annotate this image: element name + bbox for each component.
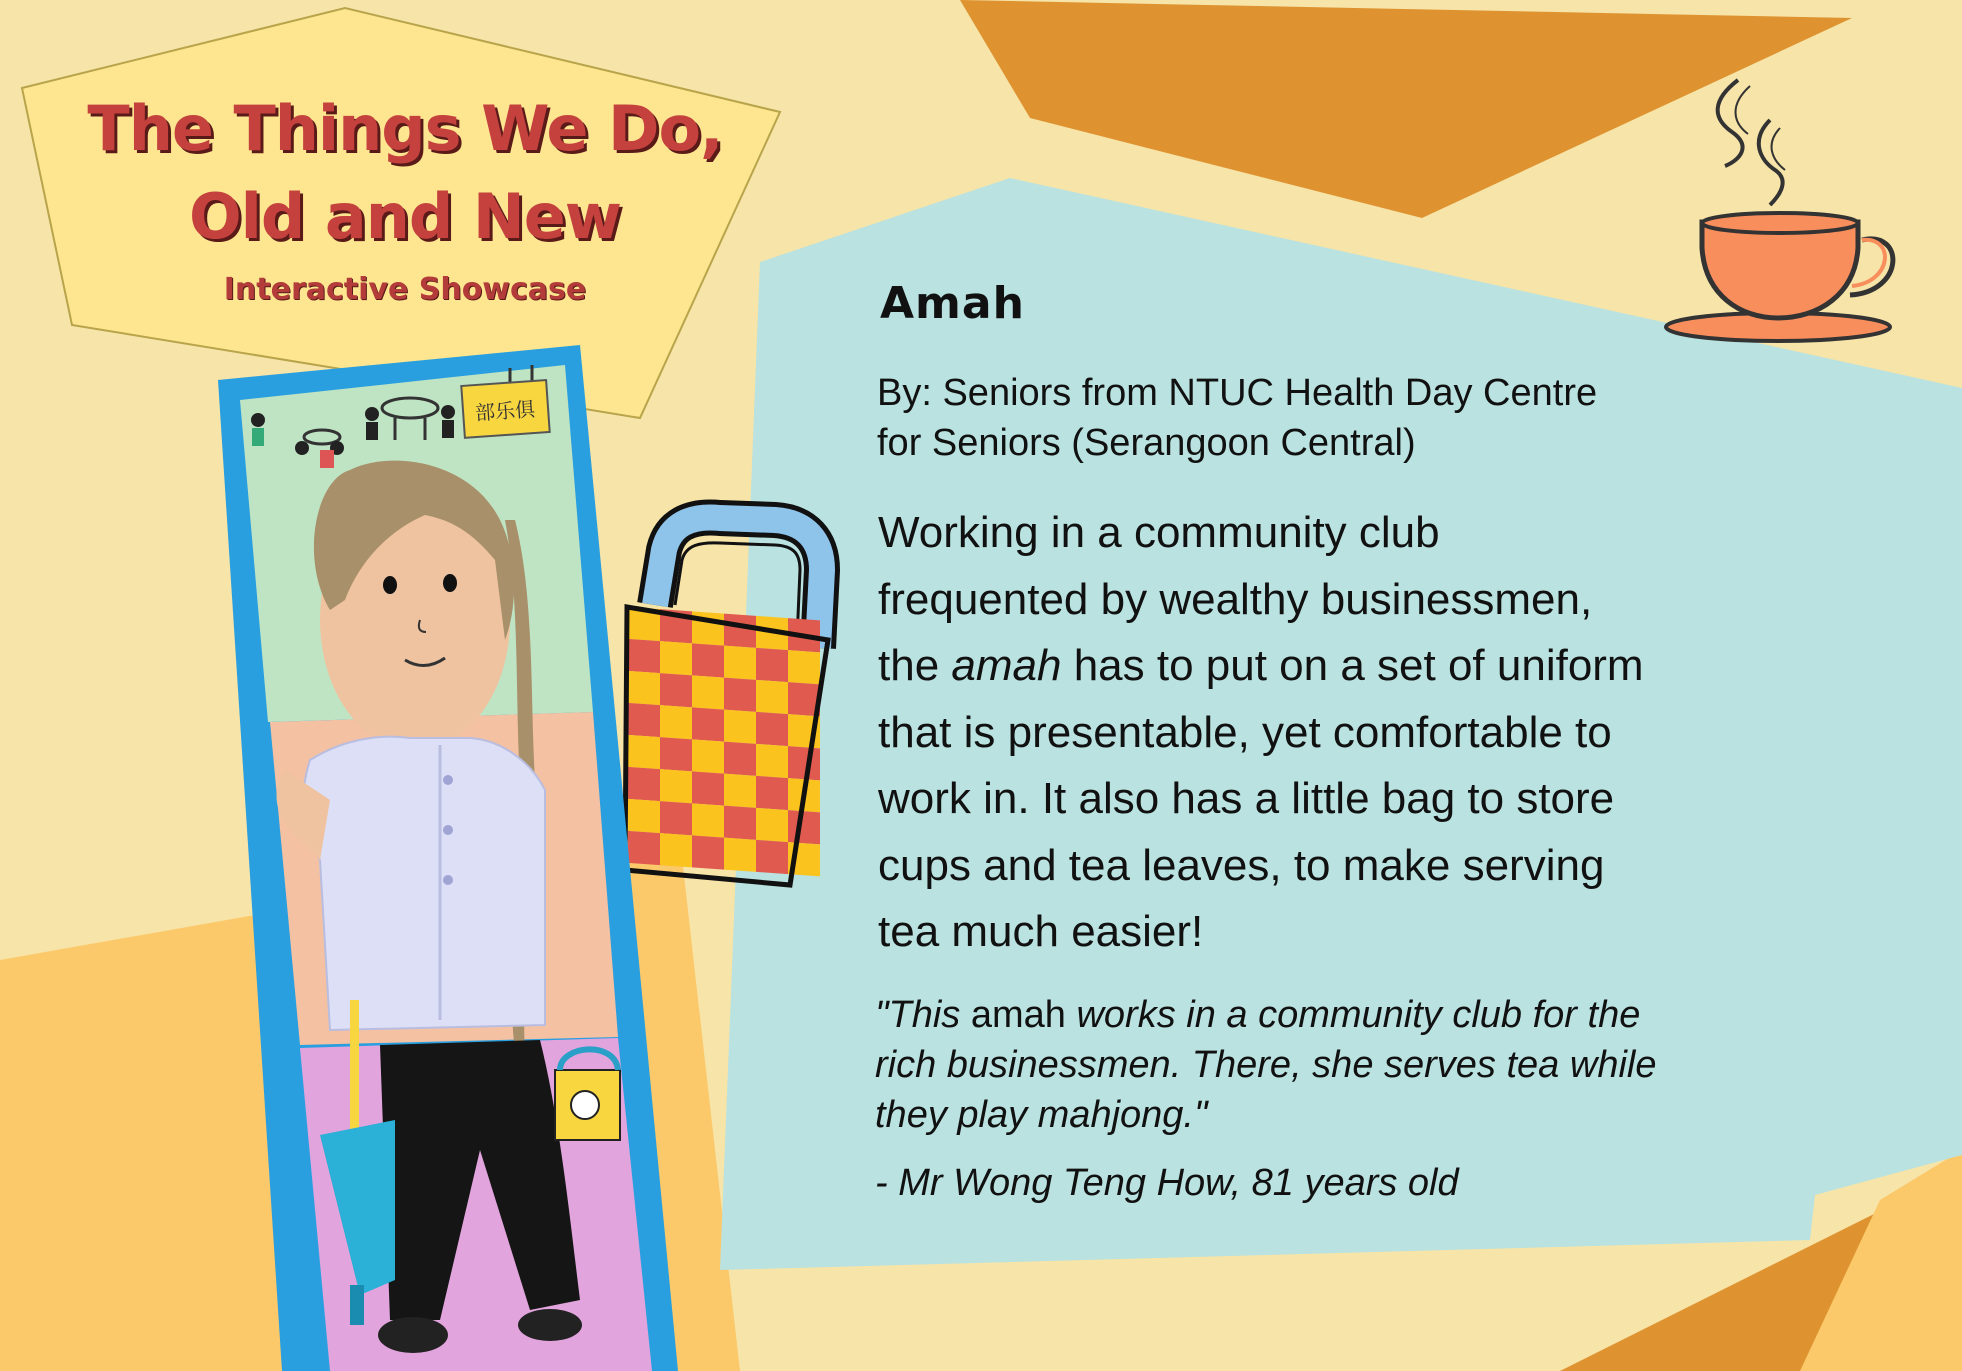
- bag-check-square: [692, 803, 724, 837]
- body-line: cups and tea leaves, to make serving: [878, 840, 1605, 890]
- bag-check-square: [692, 771, 724, 805]
- bag-check-square: [724, 614, 756, 648]
- bag-check-square: [724, 742, 756, 776]
- bag-check-square: [756, 776, 788, 810]
- quote-line: [875, 990, 1855, 1040]
- bag-check-square: [692, 739, 724, 773]
- bag-check-square: [692, 835, 724, 869]
- body-line: work in. It also has a little bag to store: [878, 774, 1615, 823]
- bag-check-square: [788, 746, 820, 780]
- bag-check-square: [660, 769, 692, 803]
- bag-check-square: [788, 650, 820, 684]
- body-line: that is presentable, yet comfortable to: [878, 707, 1612, 757]
- bag-check-square: [724, 678, 756, 712]
- body-line: [878, 633, 1828, 700]
- artwork-sign-text: 部乐俱: [474, 396, 536, 426]
- card-quote: [875, 990, 1855, 1140]
- bag-check-square: [724, 710, 756, 744]
- byline-line: for Seniors (Serangoon Central): [877, 422, 1416, 464]
- collage-artwork: [218, 345, 678, 1371]
- bag-check-square: [756, 680, 788, 714]
- bag-check-square: [628, 703, 660, 737]
- bag-check-square: [756, 648, 788, 682]
- quote-plain-word: amah: [970, 994, 1066, 1036]
- body-line: frequented by wealthy businessmen,: [878, 574, 1593, 624]
- title-block: [25, 0, 785, 420]
- quote-attribution: - Mr Wong Teng How, 81 years old: [875, 1162, 1459, 1204]
- quote-line: they play mahjong.": [875, 1094, 1208, 1136]
- bag-check-square: [724, 806, 756, 840]
- bag-check-square: [660, 705, 692, 739]
- card-body: [878, 500, 1828, 966]
- body-text-fragment: the: [878, 641, 952, 690]
- body-line: Working in a community club: [878, 508, 1440, 557]
- title-line-2: Old and New: [188, 180, 622, 253]
- body-line: tea much easier!: [878, 907, 1204, 956]
- bag-check-square: [660, 833, 692, 867]
- bag-check-square: [628, 639, 660, 673]
- quote-fragment: "This: [875, 994, 971, 1036]
- bag-check-square: [628, 735, 660, 769]
- bag-check-square: [788, 810, 820, 844]
- tea-cup-icon: [1666, 80, 1893, 341]
- body-text-fragment: has to put on a set of uniform: [1061, 641, 1644, 690]
- title-subtitle: Interactive Showcase: [223, 272, 587, 307]
- quote-fragment: works in a community club for the: [1065, 994, 1641, 1036]
- bag-check-square: [756, 712, 788, 746]
- card-byline: [877, 368, 1777, 468]
- byline-line: By: Seniors from NTUC Health Day Centre: [877, 372, 1598, 414]
- bag-check-square: [692, 643, 724, 677]
- bag-check-square: [756, 744, 788, 778]
- bag-check-square: [724, 646, 756, 680]
- card-heading: Amah: [880, 278, 1025, 329]
- bag-check-square: [660, 673, 692, 707]
- bag-check-square: [724, 838, 756, 872]
- bag-check-square: [628, 799, 660, 833]
- quote-line: rich businessmen. There, she serves tea while: [875, 1044, 1657, 1086]
- bag-check-square: [756, 808, 788, 842]
- bag-check-square: [692, 675, 724, 709]
- bag-check-square: [756, 840, 788, 874]
- bag-check-square: [628, 671, 660, 705]
- bag-check-square: [692, 707, 724, 741]
- bag-check-square: [660, 801, 692, 835]
- body-emphasis: amah: [951, 641, 1062, 690]
- bag-check-square: [660, 641, 692, 675]
- title-line-1: The Things We Do,: [87, 92, 723, 165]
- bag-check-square: [628, 831, 660, 865]
- bag-check-square: [660, 737, 692, 771]
- bag-check-square: [724, 774, 756, 808]
- bag-check-square: [628, 767, 660, 801]
